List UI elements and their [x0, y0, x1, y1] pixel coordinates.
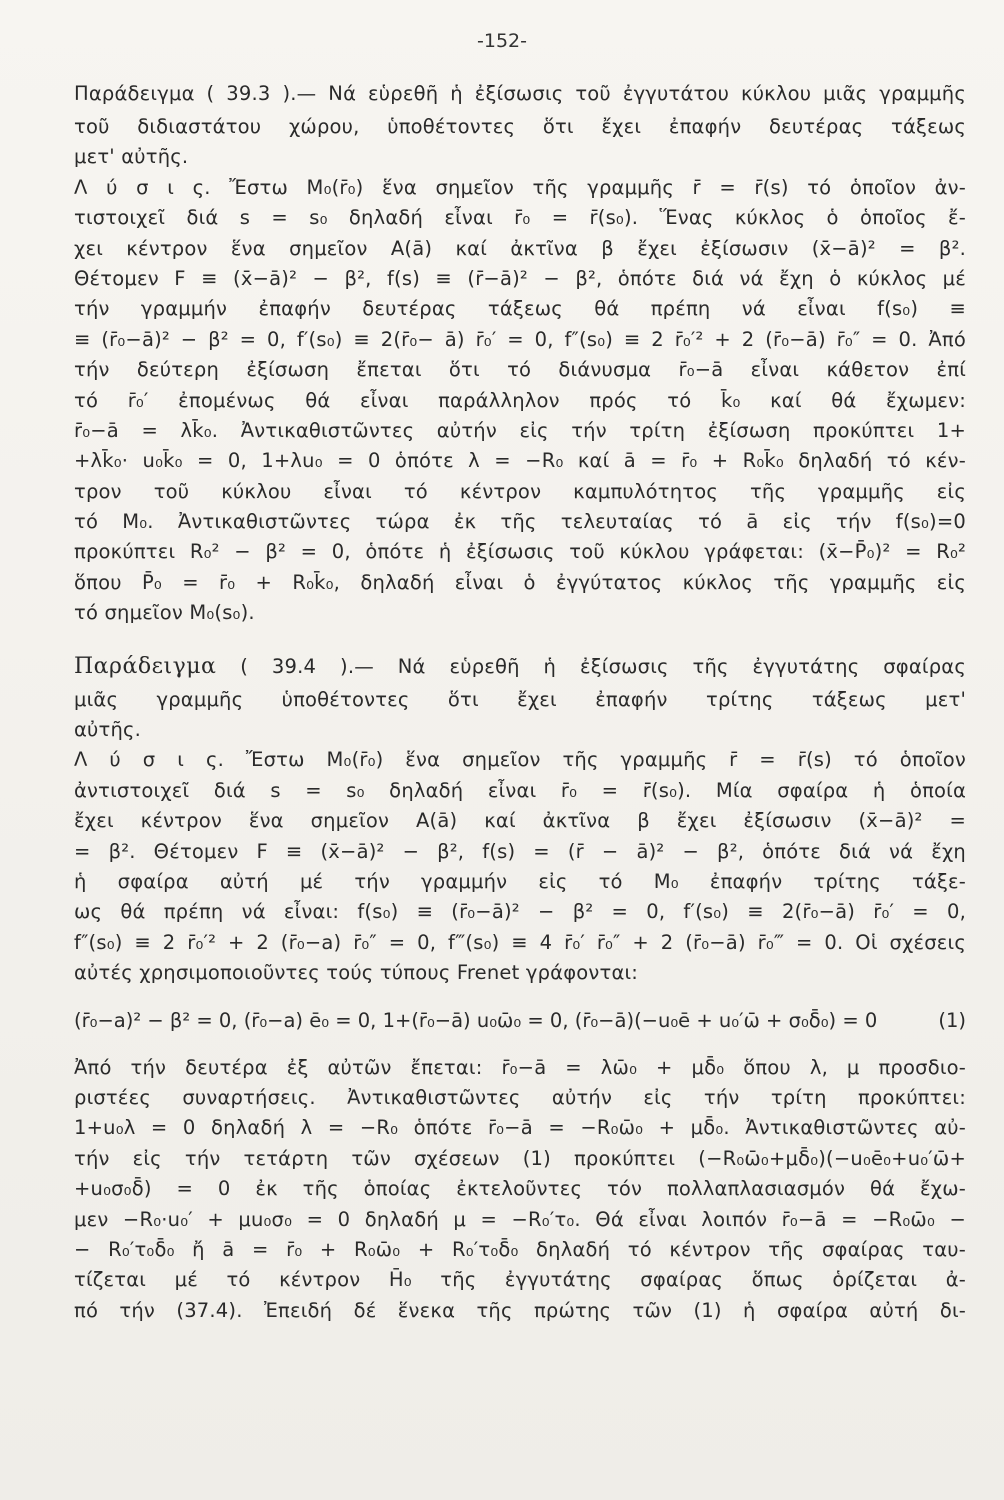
text-line: f″(s₀) ≡ 2 r̄₀′² + 2 (r̄₀−a) r̄₀″ = 0, f‴(s₀) ≡ 4 r̄₀′ r̄₀″ + 2 (r̄₀−ā) r̄₀‴ = 0. Οἱ σχέσεις: [74, 930, 966, 954]
text-line: μιᾶς γραμμῆς ὑποθέτοντες ὅτι ἔχει ἐπαφήν τρίτης τάξεως μετ': [74, 687, 966, 711]
page-body: [74, 76, 966, 1326]
text-line: τοῦ διδιαστάτου χώρου, ὑποθέτοντες ὅτι ἔχει ἐπαφήν δευτέρας τάξεως: [74, 115, 966, 138]
text-line: − R₀′τ₀δ̄₀ ἤ ā = r̄₀ + R₀ω̄₀ + R₀′τ₀δ̄₀ δηλαδή τό κέντρον τῆς σφαίρας ταυ-: [74, 1237, 966, 1261]
display-equation: [74, 1001, 966, 1041]
text-line: χει κέντρον ἕνα σημεῖον A(ā) καί ἀκτῖνα β ἔχει ἐξίσωσιν (x̄−ā)² = β².: [74, 236, 966, 260]
example-39-3: [74, 76, 966, 629]
text-line: 1+u₀λ = 0 δηλαδή λ = −R₀ ὁπότε r̄₀−ā = −R₀ω̄₀ + μδ̄₀. Ἀντικαθιστῶντες αὐ-: [74, 1116, 966, 1140]
text-line: τό σημεῖον M₀(s₀).: [74, 601, 255, 625]
example-heading: [74, 76, 966, 112]
text-line: τήν γραμμήν ἐπαφήν δευτέρας τάξεως θά πρέπη νά εἶναι f(s₀) ≡: [74, 297, 966, 321]
section-gap: [74, 629, 966, 649]
text-line: τήν δεύτερη ἐξίσωση ἔπεται ὅτι τό διάνυσμα r̄₀−ā εἶναι κάθετον ἐπί: [74, 358, 966, 382]
text-line: μετ' αὐτῆς.: [74, 145, 189, 169]
text-line: τίζεται μέ τό κέντρον H̄₀ τῆς ἐγγυτάτης σφαίρας ὅπως ὁρίζεται ἀ-: [74, 1268, 966, 1292]
text-line: ἡ σφαίρα αὐτή μέ τήν γραμμήν εἰς τό M₀ ἐπαφήν τρίτης τάξε-: [74, 869, 966, 893]
text-line: Θέτομεν F ≡ (x̄−ā)² − β², f(s) ≡ (r̄−ā)² − β², ὁπότε διά νά ἔχη ὁ κύκλος μέ: [74, 266, 966, 290]
text-line: τιστοιχεῖ διά s = s₀ δηλαδή εἶναι r̄₀ = r̄(s₀). Ἕνας κύκλος ὁ ὁποῖος ἔ-: [74, 206, 966, 230]
example-heading-text: Παράδειγμα ( 39.3 ).— Νά εὑρεθῆ ἡ ἐξίσωσις τοῦ ἐγγυτάτου κύκλου μιᾶς γραμμῆς: [74, 82, 966, 105]
text-line: ἀντιστοιχεῖ διά s = s₀ δηλαδή εἶναι r̄₀ = r̄(s₀). Μία σφαίρα ἡ ὁποία: [74, 778, 966, 802]
text-line: = β². Θέτομεν F ≡ (x̄−ā)² − β², f(s) = (r̄ − ā)² − β², ὁπότε διά νά ἔχη: [74, 839, 966, 863]
text-line: r̄₀−ā = λk̄₀. Ἀντικαθιστῶντες αὐτήν εἰς τήν τρίτη ἐξίσωση προκύπτει 1+: [74, 418, 966, 442]
text-line: τρον τοῦ κύκλου εἶναι τό κέντρον καμπυλότητος τῆς γραμμῆς εἰς: [74, 479, 966, 503]
text-line: +u₀σ₀δ̄) = 0 ἐκ τῆς ὁποίας ἐκτελοῦντες τόν πολλαπλασιασμόν θά ἔχω-: [74, 1177, 966, 1201]
example-heading: [74, 649, 966, 685]
page-number: -152-: [477, 30, 527, 52]
text-line: ως θά πρέπη νά εἶναι: f(s₀) ≡ (r̄₀−ā)² − β² = 0, f′(s₀) ≡ 2(r̄₀−ā) r̄₀′ = 0,: [74, 900, 966, 924]
equation-number: (1): [938, 1008, 966, 1032]
text-line: τό M₀. Ἀντικαθιστῶντες τώρα ἐκ τῆς τελευταίας τό ā εἰς τήν f(s₀)=0: [74, 510, 966, 534]
text-line: ≡ (r̄₀−ā)² − β² = 0, f′(s₀) ≡ 2(r̄₀− ā) r̄₀′ = 0, f″(s₀) ≡ 2 r̄₀′² + 2 (r̄₀−ā) r̄₀″ = 0. Ἀπό: [74, 327, 966, 351]
text-line: ριστέες συναρτήσεις. Ἀντικαθιστῶντες αὐτήν εἰς τήν τρίτη προκύπτει:: [74, 1085, 966, 1109]
example-39-4: [74, 649, 966, 1326]
text-line: τήν εἰς τήν τετάρτη τῶν σχέσεων (1) προκύπτει (−R₀ω̄₀+μδ̄₀)(−u₀ē₀+u₀′ω̄+: [74, 1146, 966, 1170]
heading-rest: ( 39.4 ).— Νά εὑρεθῆ ἡ ἐξίσωσις τῆς ἐγγυτάτης σφαίρας: [216, 654, 966, 678]
text-line: ἔχει κέντρον ἕνα σημεῖον A(ā) καί ἀκτῖνα β ἔχει ἐξίσωσιν (x̄−ā)² =: [74, 809, 966, 833]
heading-word: Παράδειγμα: [74, 653, 217, 679]
text-line: Λ ύ σ ι ς. Ἔστω M₀(r̄₀) ἕνα σημεῖον τῆς γραμμῆς r̄ = r̄(s) τό ὁποῖον ἀν-: [74, 175, 966, 199]
text-line: Λ ύ σ ι ς. Ἔστω M₀(r̄₀) ἕνα σημεῖον τῆς γραμμῆς r̄ = r̄(s) τό ὁποῖον: [74, 748, 966, 772]
text-line: αὐτῆς.: [74, 718, 142, 742]
text-line: ὅπου P̄₀ = r̄₀ + R₀k̄₀, δηλαδή εἶναι ὁ ἐγγύτατος κύκλος τῆς γραμμῆς εἰς: [74, 570, 966, 594]
text-line: Ἀπό τήν δευτέρα ἐξ αὐτῶν ἔπεται: r̄₀−ā = λω̄₀ + μδ̄₀ ὅπου λ, μ προσδιο-: [74, 1055, 966, 1079]
text-line: πό τήν (37.4). Ἐπειδή δέ ἕνεκα τῆς πρώτης τῶν (1) ἡ σφαίρα αὐτή δι-: [74, 1298, 966, 1322]
text-line: προκύπτει R₀² − β² = 0, ὁπότε ἡ ἐξίσωσις τοῦ κύκλου γράφεται: (x̄−P̄₀)² = R₀²: [74, 540, 966, 564]
text-line: τό r̄₀′ ἐπομένως θά εἶναι παράλληλον πρός τό k̄₀ καί θά ἔχωμεν:: [74, 388, 966, 412]
equation-body: (r̄₀−a)² − β² = 0, (r̄₀−a) ē₀ = 0, 1+(r̄₀−ā) u₀ω̄₀ = 0, (r̄₀−ā)(−u₀ē + u₀′ω̄ + σ₀δ̄₀) = 0: [74, 1008, 878, 1032]
text-line: +λk̄₀· u₀k̄₀ = 0, 1+λu₀ = 0 ὁπότε λ = −R₀ καί ā = r̄₀ + R₀k̄₀ δηλαδή τό κέν-: [74, 449, 966, 473]
text-line: μεν −R₀·u₀′ + μu₀σ₀ = 0 δηλαδή μ = −R₀′τ₀. Θά εἶναι λοιπόν r̄₀−ā = −R₀ω̄₀ −: [74, 1207, 966, 1231]
text-line: αὐτές χρησιμοποιοῦντες τούς τύπους Frenet γράφονται:: [74, 961, 639, 985]
